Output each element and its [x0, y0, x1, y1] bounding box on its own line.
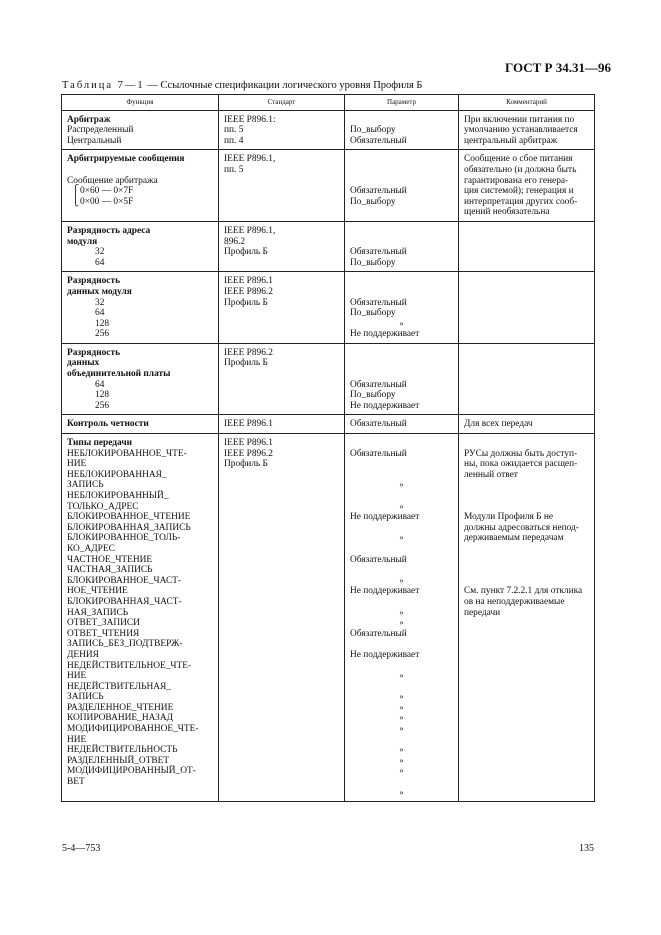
function-line: НАЯ_ЗАПИСЬ: [67, 607, 129, 618]
function-line: БЛОКИРОВАННОЕ_ЧАСТ-: [67, 575, 182, 586]
table-row-address-width: [62, 221, 595, 271]
standard-line: IEEE P896.1,: [224, 154, 276, 165]
function-line: 64: [95, 257, 105, 268]
cell-function: [62, 110, 219, 150]
comment-line: ов на неподдерживаемые: [464, 596, 565, 607]
standard-line: IEEE P896.2: [224, 347, 273, 358]
function-line: 128: [95, 318, 110, 329]
standard-line: 896.2: [224, 236, 246, 247]
function-line: Сообщение арбитража: [67, 175, 158, 186]
table-caption: [62, 80, 422, 91]
function-line: ОТВЕТ_ЧТЕНИЯ: [67, 628, 140, 639]
function-line: Распределенный: [67, 125, 134, 136]
cell-comment: [459, 221, 595, 271]
parameter-ditto: »: [399, 607, 404, 617]
column-header-comment: Комментарий: [459, 95, 595, 111]
function-line: БЛОКИРОВАННОЕ_ЧТЕНИЕ: [67, 512, 191, 523]
cell-comment: [459, 150, 595, 222]
function-line: НЕДЕЙСТВИТЕЛЬНОСТЬ: [67, 745, 178, 756]
cell-comment: [459, 343, 595, 415]
cell-function: [62, 415, 219, 434]
parameter-ditto: »: [399, 755, 404, 765]
standard-line: IEEE P896.1: [224, 419, 273, 430]
cell-comment: [459, 272, 595, 344]
cell-parameter: [345, 415, 459, 434]
footer-print-code: 5-4—753: [62, 843, 101, 854]
cell-parameter: [345, 150, 459, 222]
parameter-ditto: »: [399, 787, 404, 797]
comment-line: умолчанию устанавливается: [464, 125, 578, 136]
row-title: модуля: [67, 236, 98, 247]
standard-line: IEEE P896.1,: [224, 225, 276, 236]
row-title: данных модуля: [67, 286, 132, 297]
comment-line: РУСы должны быть доступ-: [464, 448, 578, 459]
function-line: ЗАПИСЬ: [67, 480, 104, 491]
comment-line: щений необязательна: [464, 207, 550, 218]
parameter-line: Обязательный: [350, 448, 407, 459]
parameter-line: По_выбору: [350, 308, 396, 319]
parameter-line: Не поддерживает: [350, 400, 420, 411]
function-line: ВЕТ: [67, 777, 85, 788]
function-line: МОДИФИЦИРОВАННОЕ_ЧТЕ-: [67, 724, 199, 735]
function-line: 32: [95, 247, 105, 258]
function-line: НОЕ_ЧТЕНИЕ: [67, 586, 128, 597]
standard-line: IEEE P896.1: [224, 276, 273, 287]
parameter-line: Обязательный: [350, 554, 407, 565]
parameter-line: Обязательный: [350, 247, 407, 258]
parameter-line: Обязательный: [350, 628, 407, 639]
function-line: ⎧0×60 — 0×7F: [72, 186, 134, 197]
table-caption-label: Таблица 7—1: [62, 80, 145, 91]
function-line: ТОЛЬКО_АДРЕС: [67, 501, 139, 512]
function-line: ЗАПИСЬ_БЕЗ_ПОДТВЕРЖ-: [67, 639, 183, 650]
specification-table: [61, 94, 595, 802]
function-line: Центральный: [67, 135, 122, 146]
cell-standard: [219, 415, 345, 434]
comment-line: центральный арбитраж: [464, 135, 558, 146]
parameter-ditto: »: [399, 702, 404, 712]
standard-line: Профиль Б: [224, 459, 268, 470]
function-line: БЛОКИРОВАННОЕ_ТОЛЬ-: [67, 533, 181, 544]
function-line: 256: [95, 400, 110, 411]
parameter-line: Не поддерживает: [350, 512, 420, 523]
comment-line: См. пункт 7.2.2.1 для отклика: [464, 586, 583, 597]
cell-function: [62, 434, 219, 802]
standard-line: Профиль Б: [224, 297, 268, 308]
parameter-line: Не поддерживает: [350, 329, 420, 340]
row-title: Разрядность адреса: [67, 225, 151, 236]
comment-line: Для всех передач: [464, 419, 533, 430]
cell-parameter: [345, 272, 459, 344]
function-line: БЛОКИРОВАННАЯ_ЗАПИСЬ: [67, 522, 191, 533]
standard-line: Профиль Б: [224, 247, 268, 258]
standard-line: IEEE P896.2: [224, 448, 273, 459]
parameter-line: По_выбору: [350, 390, 396, 401]
function-line: НЕДЕЙСТВИТЕЛЬНОЕ_ЧТЕ-: [67, 660, 192, 671]
row-title: Арбитраж: [67, 114, 111, 125]
function-line: НЕБЛОКИРОВАННЫЙ_: [67, 491, 169, 501]
standard-line: пп. 5: [224, 164, 244, 175]
function-line: РАЗДЕЛЕННОЕ_ЧТЕНИЕ: [67, 702, 174, 713]
comment-line: гарантирована его генера-: [464, 175, 569, 186]
cell-comment: [459, 110, 595, 150]
comment-line: интерпретация других сооб-: [464, 196, 578, 207]
function-line: БЛОКИРОВАННАЯ_ЧАСТ-: [67, 596, 182, 607]
comment-line: При включении питания по: [464, 114, 575, 125]
column-header-parameter: Параметр: [345, 95, 459, 111]
parameter-line: Обязательный: [350, 135, 407, 146]
table-row-arbitration: [62, 110, 595, 150]
cell-parameter: [345, 434, 459, 802]
function-line: 32: [95, 297, 105, 308]
function-line: 128: [95, 390, 110, 401]
parameter-line: Не поддерживает: [350, 586, 420, 597]
cell-parameter: [345, 110, 459, 150]
parameter-ditto: »: [399, 480, 404, 490]
parameter-ditto: »: [399, 533, 404, 543]
parameter-ditto: »: [399, 692, 404, 702]
parameter-line: По_выбору: [350, 196, 396, 207]
cell-standard: [219, 434, 345, 802]
function-line: НЕБЛОКИРОВАННАЯ_: [67, 469, 167, 480]
parameter-line: Не поддерживает: [350, 649, 420, 660]
comment-line: Сообщение о сбое питания: [464, 154, 573, 165]
function-line: ДЕНИЯ: [67, 649, 99, 660]
function-line: 64: [95, 308, 105, 319]
row-title: Контроль четности: [67, 419, 149, 430]
row-title: Арбитрируемые сообщения: [67, 154, 185, 165]
cell-comment: [459, 434, 595, 802]
function-line: НИЕ: [67, 734, 87, 745]
parameter-ditto: »: [399, 501, 404, 511]
parameter-line: Обязательный: [350, 379, 407, 390]
row-title: объединительной платы: [67, 369, 171, 380]
parameter-ditto: »: [399, 713, 404, 723]
parameter-line: Обязательный: [350, 186, 407, 197]
comment-line: должны адресоваться непод-: [464, 522, 579, 533]
cell-function: [62, 150, 219, 222]
cell-standard: [219, 272, 345, 344]
parameter-ditto: »: [399, 745, 404, 755]
cell-function: [62, 221, 219, 271]
row-title: Типы передачи: [67, 438, 133, 449]
cell-parameter: [345, 343, 459, 415]
row-title: Разрядность: [67, 276, 121, 287]
function-line: МОДИФИЦИРОВАННЫЙ_ОТ-: [67, 766, 196, 777]
function-line: НИЕ: [67, 671, 87, 682]
parameter-ditto: »: [399, 766, 404, 776]
parameter-ditto: »: [399, 318, 404, 328]
table-header-row: [62, 95, 595, 111]
function-line: НИЕ: [67, 459, 87, 470]
comment-line: ция системой); генерация и: [464, 186, 574, 197]
cell-parameter: [345, 221, 459, 271]
comment-line: обязательно (и должна быть: [464, 164, 577, 175]
function-line: ⎩0×00 — 0×5F: [72, 196, 134, 207]
function-line: НЕДЕЙСТВИТЕЛЬНАЯ_: [67, 681, 171, 692]
function-line: ОТВЕТ_ЗАПИСИ: [67, 618, 140, 629]
comment-line: передачи: [464, 607, 501, 618]
cell-function: [62, 272, 219, 344]
table-row-backplane-data-width: [62, 343, 595, 415]
table-row-parity: [62, 415, 595, 434]
standard-line: IEEE P896.1:: [224, 114, 276, 125]
parameter-ditto: »: [399, 618, 404, 628]
cell-standard: [219, 110, 345, 150]
function-line: 256: [95, 329, 110, 340]
cell-comment: [459, 415, 595, 434]
function-line: ЗАПИСЬ: [67, 692, 104, 703]
parameter-line: Обязательный: [350, 297, 407, 308]
comment-line: ны, пока ожидается расщеп-: [464, 459, 578, 470]
standard-line: Профиль Б: [224, 358, 268, 369]
table-caption-text: — Ссылочные спецификации логического уровня Профиля Б: [144, 80, 423, 91]
function-line: НЕБЛОКИРОВАННОЕ_ЧТЕ-: [67, 448, 187, 459]
function-line: КОПИРОВАНИЕ_НАЗАД: [67, 713, 173, 724]
standard-line: пп. 4: [224, 135, 244, 146]
parameter-line: Обязательный: [350, 419, 407, 430]
cell-standard: [219, 150, 345, 222]
function-line: РАЗДЕЛЕННЫЙ_ОТВЕТ: [67, 755, 170, 766]
comment-line: Модули Профиля Б не: [464, 512, 554, 523]
cell-function: [62, 343, 219, 415]
row-title: данных: [67, 358, 100, 369]
parameter-ditto: »: [399, 671, 404, 681]
parameter-line: По_выбору: [350, 257, 396, 268]
standard-line: пп. 5: [224, 125, 244, 136]
function-line: КО_АДРЕС: [67, 543, 115, 554]
function-line: ЧАСТНОЕ_ЧТЕНИЕ: [67, 554, 153, 565]
table-row-module-data-width: [62, 272, 595, 344]
document-code: ГОСТ Р 34.31—96: [505, 60, 611, 75]
cell-standard: [219, 221, 345, 271]
function-line: 64: [95, 379, 105, 390]
page-number: 135: [579, 843, 594, 854]
parameter-ditto: »: [399, 575, 404, 585]
table-row-transfer-types: [62, 434, 595, 802]
standard-line: IEEE P896.1: [224, 438, 273, 449]
table-row-arbitrated-messages: [62, 150, 595, 222]
standard-line: IEEE P896.2: [224, 286, 273, 297]
comment-line: держиваемым передачам: [464, 533, 564, 544]
function-line: ЧАСТНАЯ_ЗАПИСЬ: [67, 565, 153, 576]
cell-standard: [219, 343, 345, 415]
row-title: Разрядность: [67, 347, 121, 358]
parameter-ditto: »: [399, 724, 404, 734]
column-header-function: Функция: [62, 95, 219, 111]
parameter-line: По_выбору: [350, 125, 396, 136]
column-header-standard: Стандарт: [219, 95, 345, 111]
comment-line: ленный ответ: [464, 469, 518, 480]
